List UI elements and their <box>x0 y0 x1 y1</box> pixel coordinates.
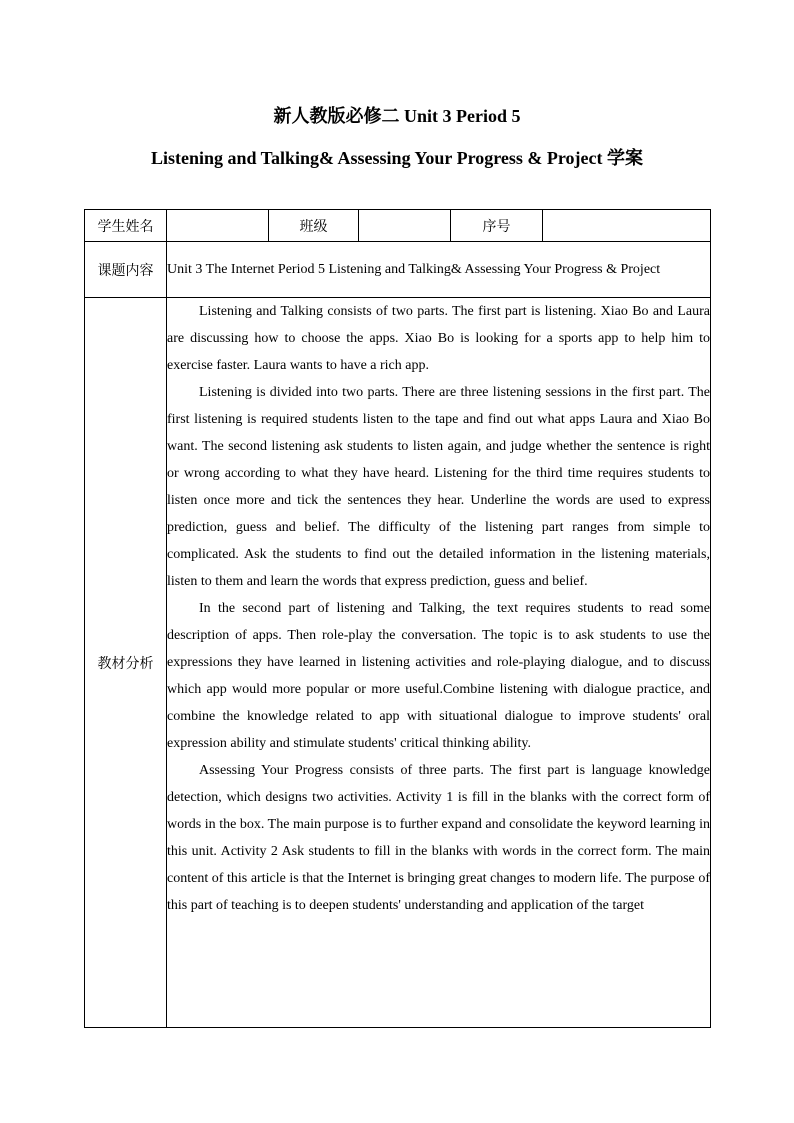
analysis-row <box>85 298 711 1028</box>
analysis-content <box>167 298 711 1028</box>
topic-label: 课题内容 <box>85 242 167 298</box>
class-field[interactable] <box>359 210 451 242</box>
lesson-plan-table <box>84 209 711 1028</box>
class-label: 班级 <box>269 210 359 242</box>
analysis-paragraph: In the second part of listening and Talking, the text requires students to read some description of apps. Then role-play the conversation. The topic is to ask students to use the expressions they have learned in listening activities and role-playing dialogue, and to discuss which app would more popular or more useful.Combine listening with dialogue practice, and combine the knowledge related to app with situational dialogue to improve students' oral expression ability and stimulate students' critical thinking ability. <box>167 601 710 751</box>
student-name-label: 学生姓名 <box>85 210 167 242</box>
document-title: 新人教版必修二 Unit 3 Period 5 <box>273 106 521 126</box>
document-subtitle: Listening and Talking& Assessing Your Progress & Project 学案 <box>150 148 644 168</box>
number-field[interactable] <box>543 210 711 242</box>
student-name-field[interactable] <box>167 210 269 242</box>
analysis-paragraph: Assessing Your Progress consists of three parts. The first part is language knowledge detection, which designs two activities. Activity 1 is fill in the blanks with the correct form of words in the box. The main purpose is to further expand and consolidate the keyword learning in this unit. Activity 2 Ask students to fill in the blanks with words in the correct form. The main content of this article is that the Internet is bringing great changes to modern life. The purpose of this part of teaching is to deepen students' understanding and application of the target <box>167 763 710 913</box>
number-label: 序号 <box>451 210 543 242</box>
topic-value: Unit 3 The Internet Period 5 Listening and Talking& Assessing Your Progress & Project <box>167 242 711 298</box>
student-info-row <box>85 210 711 242</box>
analysis-paragraph: Listening is divided into two parts. There are three listening sessions in the first part. The first listening is required students listen to the tape and find out what apps Laura and Xiao Bo want. The second listening ask students to listen again, and judge whether the sentence is right or wrong according to what they have heard. Listening for the third time requires students to listen once more and tick the sentences they hear. Underline the words are used to express prediction, guess and belief. The difficulty of the listening part ranges from simple to complicated. Ask the students to find out the detailed information in the listening materials, listen to them and learn the words that express prediction, guess and belief. <box>167 385 710 589</box>
analysis-paragraph: Listening and Talking consists of two parts. The first part is listening. Xiao Bo and Laura are discussing how to choose the apps. Xiao Bo is looking for a sports app to help him to exercise faster. Laura wants to have a rich app. <box>167 304 710 373</box>
analysis-label: 教材分析 <box>85 298 167 1028</box>
topic-row <box>85 242 711 298</box>
